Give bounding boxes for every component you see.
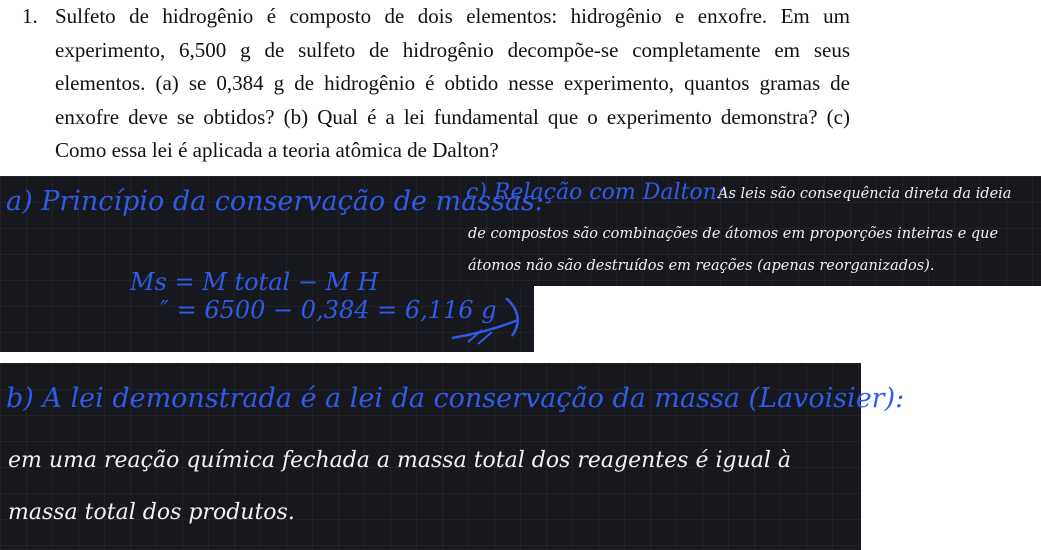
question-text: Sulfeto de hidrogênio é composto de dois elementos: hidrogênio e enxofre. Em um experimento, 6,500 g de sulfeto de hidrogênio decompõe-se completamente em seus elementos. (a) se 0,384 g de hidrogênio é obtido nesse experimento, quantos gramas de enxofre deve se obtidos? (b) Qual é a lei fundamental que o experimento demonstra? (c) Como essa lei é aplicada a teoria atômica de Dalton?	[55, 4, 850, 162]
note-c-line-1: As leis são consequência direta da ideia	[718, 186, 1012, 202]
note-b-heading: b) A lei demonstrada é a lei da conservação da massa (Lavoisier):	[6, 383, 905, 414]
note-a-equation-2: ″ = 6500 − 0,384 = 6,116 g	[160, 296, 497, 324]
note-b-line-2: massa total dos produtos.	[8, 500, 295, 525]
note-a-equation-1: Ms = M total − M H	[130, 268, 379, 296]
note-c-line-2: de compostos são combinações de átomos em proporções inteiras e que	[468, 226, 999, 242]
note-b-line-1: em uma reação química fechada a massa total dos reagentes é igual à	[8, 448, 792, 473]
note-c-heading: c) Relação com Dalton:	[466, 180, 725, 205]
question-number: 1.	[22, 4, 38, 28]
note-a-heading: a) Princípio da conservação de massas:	[6, 186, 545, 217]
answer-underline	[448, 292, 528, 348]
note-c-line-3: átomos não são destruídos em reações (apenas reorganizados).	[468, 258, 935, 274]
question-block	[22, 0, 1022, 168]
